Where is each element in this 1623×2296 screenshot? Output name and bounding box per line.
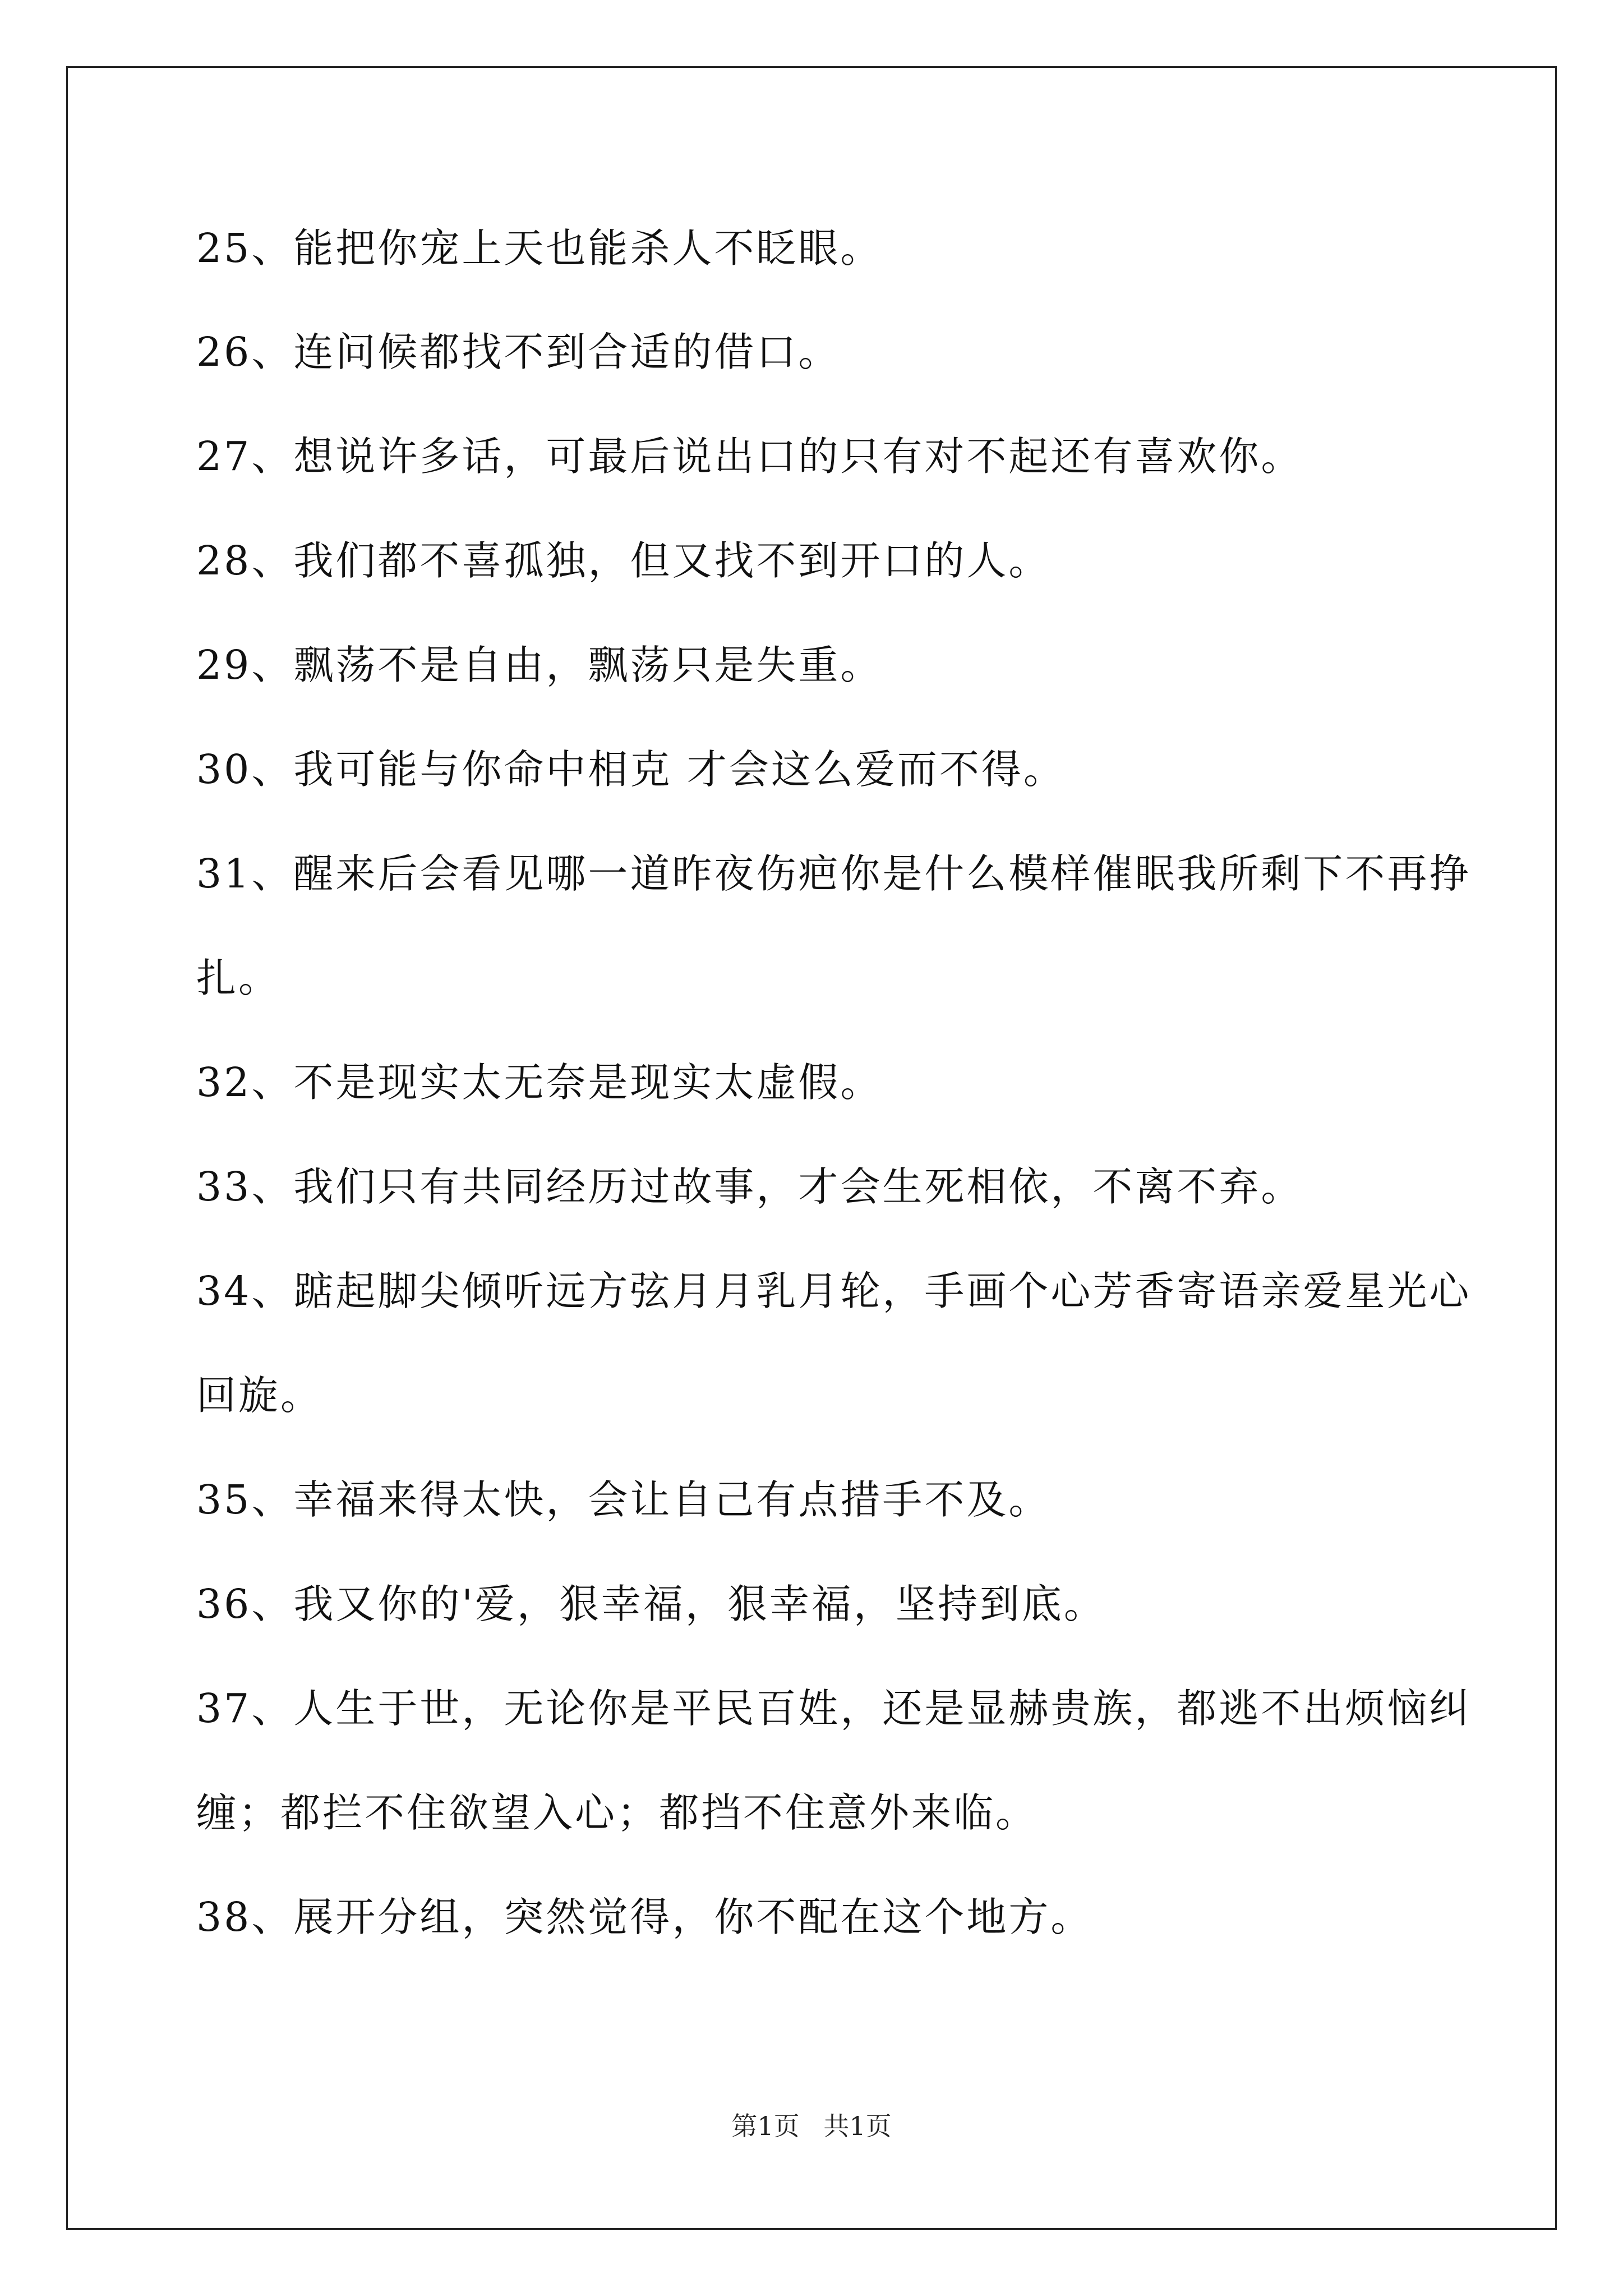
- page-number: 第1页: [731, 2111, 800, 2141]
- text-line: 29、飘荡不是自由，飘荡只是失重。: [196, 642, 883, 688]
- text-line: 26、连问候都找不到合适的借口。: [196, 329, 841, 375]
- text-line: 27、想说许多话，可最后说出口的只有对不起还有喜欢你。: [196, 433, 1303, 480]
- text-line: 34、踮起脚尖倾听远方弦月月乳月轮，手画个心芳香寄语亲爱星光心: [196, 1268, 1472, 1314]
- text-line: 38、展开分组，突然觉得，你不配在这个地方。: [196, 1894, 1093, 1940]
- text-line: 缠；都拦不住欲望入心；都挡不住意外来临。: [196, 1789, 1038, 1836]
- text-line: 37、人生于世，无论你是平民百姓，还是显赫贵族，都逃不出烦恼纠: [196, 1685, 1472, 1732]
- text-line: 28、我们都不喜孤独，但又找不到开口的人。: [196, 537, 1051, 584]
- text-line: 回旋。: [196, 1372, 323, 1419]
- text-line: 30、我可能与你命中相克 才会这么爱而不得。: [196, 746, 1066, 793]
- text-line: 扎。: [196, 955, 281, 1001]
- page-total: 共1页: [823, 2111, 892, 2141]
- text-line: 32、不是现实太无奈是现实太虚假。: [196, 1059, 883, 1106]
- text-line: 31、醒来后会看见哪一道昨夜伤疤你是什么模样催眠我所剩下不再挣: [196, 850, 1472, 897]
- page-footer: [0, 2109, 1623, 2143]
- text-line: 25、能把你宠上天也能杀人不眨眼。: [196, 225, 883, 272]
- text-line: 35、幸福来得太快，会让自己有点措手不及。: [196, 1476, 1051, 1523]
- text-line: 36、我又你的'爱，狠幸福，狠幸福，坚持到底。: [196, 1581, 1106, 1627]
- text-line: 33、我们只有共同经历过故事，才会生死相依，不离不弃。: [196, 1163, 1303, 1210]
